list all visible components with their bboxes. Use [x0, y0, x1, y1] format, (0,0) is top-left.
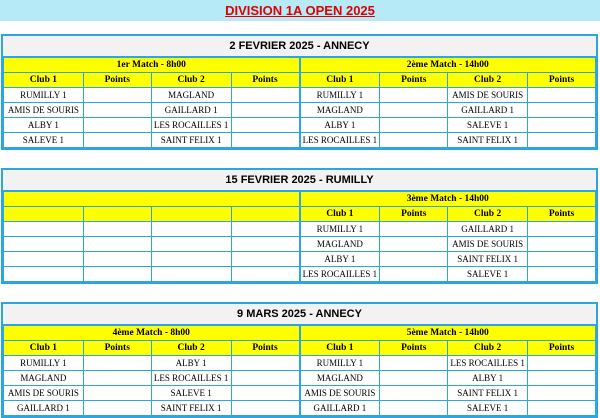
table-row [4, 118, 300, 133]
table-row [300, 88, 596, 103]
column-header: Club 1 [300, 73, 380, 88]
column-header: Club 2 [151, 341, 231, 356]
empty-cell [83, 252, 151, 267]
points2-cell[interactable] [528, 222, 596, 237]
empty-cell [4, 252, 84, 267]
points1-cell[interactable] [83, 133, 151, 148]
points1-cell[interactable] [83, 88, 151, 103]
match-table-4 [3, 325, 300, 416]
column-header [83, 207, 151, 222]
column-header [231, 207, 299, 222]
section-2-fevrier [1, 34, 598, 150]
club2-cell: LES ROCAILLES 1 [151, 371, 231, 386]
points1-cell[interactable] [83, 103, 151, 118]
club1-cell: ALBY 1 [4, 118, 84, 133]
column-header: Points [380, 73, 448, 88]
club2-cell: SALEVE 1 [448, 118, 528, 133]
column-header [4, 207, 84, 222]
points1-cell[interactable] [83, 401, 151, 416]
column-header: Club 1 [300, 207, 380, 222]
match-title: 2ème Match - 14h00 [300, 58, 596, 73]
empty-cell [4, 222, 84, 237]
table-row [4, 252, 300, 267]
club2-cell: AMIS DE SOURIS [448, 88, 528, 103]
column-header: Points [528, 341, 596, 356]
match-table-1 [3, 57, 300, 148]
club1-cell: AMIS DE SOURIS [300, 386, 380, 401]
club1-cell: MAGLAND [300, 103, 380, 118]
points2-cell[interactable] [528, 401, 596, 416]
empty-cell [231, 252, 299, 267]
points2-cell[interactable] [528, 103, 596, 118]
club1-cell: LES ROCAILLES 1 [300, 267, 380, 282]
club2-cell: SALEVE 1 [448, 401, 528, 416]
points1-cell[interactable] [380, 133, 448, 148]
table-row [300, 267, 596, 282]
match-title [4, 192, 300, 207]
club2-cell: SAINT FELIX 1 [151, 133, 231, 148]
points1-cell[interactable] [380, 252, 448, 267]
table-row [4, 356, 300, 371]
column-header: Points [83, 341, 151, 356]
points2-cell[interactable] [231, 118, 299, 133]
section-9-mars [1, 302, 598, 418]
table-row [300, 133, 596, 148]
points2-cell[interactable] [231, 371, 299, 386]
table-row [300, 386, 596, 401]
table-row [4, 401, 300, 416]
table-row [300, 118, 596, 133]
club1-cell: LES ROCAILLES 1 [300, 133, 380, 148]
empty-cell [151, 222, 231, 237]
page-title: DIVISION 1A OPEN 2025 [225, 3, 375, 18]
empty-cell [83, 237, 151, 252]
points1-cell[interactable] [380, 371, 448, 386]
column-header: Club 1 [4, 73, 84, 88]
table-row [4, 133, 300, 148]
match-title: 3ème Match - 14h00 [300, 192, 596, 207]
points2-cell[interactable] [528, 252, 596, 267]
club2-cell: SAINT FELIX 1 [448, 386, 528, 401]
points1-cell[interactable] [83, 386, 151, 401]
match-table-empty [3, 191, 300, 282]
club1-cell: RUMILLY 1 [300, 222, 380, 237]
club1-cell: RUMILLY 1 [4, 88, 84, 103]
empty-cell [151, 237, 231, 252]
club2-cell: ALBY 1 [448, 371, 528, 386]
club2-cell: SAINT FELIX 1 [448, 252, 528, 267]
column-header: Points [380, 341, 448, 356]
table-row [4, 237, 300, 252]
points2-cell[interactable] [231, 133, 299, 148]
club2-cell: MAGLAND [151, 88, 231, 103]
points2-cell[interactable] [231, 103, 299, 118]
match-table-3 [300, 191, 597, 282]
table-row [300, 371, 596, 386]
empty-cell [231, 267, 299, 282]
column-header: Points [380, 207, 448, 222]
points1-cell[interactable] [380, 267, 448, 282]
club2-cell: LES ROCAILLES 1 [151, 118, 231, 133]
section-15-fevrier [1, 168, 598, 284]
points1-cell[interactable] [83, 356, 151, 371]
points2-cell[interactable] [528, 237, 596, 252]
club2-cell: LES ROCAILLES 1 [448, 356, 528, 371]
club1-cell: RUMILLY 1 [300, 356, 380, 371]
column-header: Points [528, 73, 596, 88]
table-row [4, 371, 300, 386]
club1-cell: ALBY 1 [300, 252, 380, 267]
points2-cell[interactable] [528, 356, 596, 371]
club1-cell: RUMILLY 1 [300, 88, 380, 103]
table-row [300, 252, 596, 267]
club2-cell: SAINT FELIX 1 [151, 401, 231, 416]
table-row [300, 222, 596, 237]
club2-cell: ALBY 1 [151, 356, 231, 371]
points2-cell[interactable] [528, 118, 596, 133]
club1-cell: AMIS DE SOURIS [4, 386, 84, 401]
table-row [300, 103, 596, 118]
column-header [151, 207, 231, 222]
empty-cell [4, 267, 84, 282]
column-header: Club 2 [151, 73, 231, 88]
match-table-2 [300, 57, 597, 148]
empty-cell [151, 252, 231, 267]
club2-cell: GAILLARD 1 [151, 103, 231, 118]
points2-cell[interactable] [231, 386, 299, 401]
points1-cell[interactable] [83, 371, 151, 386]
section-header: 15 FEVRIER 2025 - RUMILLY [3, 170, 596, 191]
table-row [300, 401, 596, 416]
points1-cell[interactable] [380, 356, 448, 371]
club1-cell: MAGLAND [300, 237, 380, 252]
club2-cell: SAINT FELIX 1 [448, 133, 528, 148]
match-title: 5ème Match - 14h00 [300, 326, 596, 341]
club1-cell: AMIS DE SOURIS [4, 103, 84, 118]
points2-cell[interactable] [528, 133, 596, 148]
column-header: Points [231, 341, 299, 356]
table-row [4, 386, 300, 401]
club1-cell: GAILLARD 1 [300, 401, 380, 416]
empty-cell [231, 222, 299, 237]
table-row [300, 237, 596, 252]
club2-cell: AMIS DE SOURIS [448, 237, 528, 252]
points1-cell[interactable] [380, 386, 448, 401]
match-title: 1er Match - 8h00 [4, 58, 300, 73]
points1-cell[interactable] [83, 118, 151, 133]
club1-cell: MAGLAND [4, 371, 84, 386]
points1-cell[interactable] [380, 222, 448, 237]
column-header: Club 2 [448, 207, 528, 222]
points1-cell[interactable] [380, 103, 448, 118]
points2-cell[interactable] [231, 88, 299, 103]
table-row [4, 267, 300, 282]
club2-cell: SALEVE 1 [448, 267, 528, 282]
points2-cell[interactable] [528, 386, 596, 401]
column-header: Club 2 [448, 341, 528, 356]
column-header: Points [528, 207, 596, 222]
empty-cell [83, 222, 151, 237]
points2-cell[interactable] [528, 371, 596, 386]
section-header: 2 FEVRIER 2025 - ANNECY [3, 36, 596, 57]
section-header: 9 MARS 2025 - ANNECY [3, 304, 596, 325]
table-row [4, 103, 300, 118]
club2-cell: SALEVE 1 [151, 386, 231, 401]
column-header: Club 1 [4, 341, 84, 356]
club1-cell: MAGLAND [300, 371, 380, 386]
points2-cell[interactable] [231, 356, 299, 371]
club1-cell: ALBY 1 [300, 118, 380, 133]
points2-cell[interactable] [231, 401, 299, 416]
table-row [4, 222, 300, 237]
club1-cell: RUMILLY 1 [4, 356, 84, 371]
column-header: Club 1 [300, 341, 380, 356]
table-row [4, 88, 300, 103]
column-header: Club 2 [448, 73, 528, 88]
points1-cell[interactable] [380, 401, 448, 416]
empty-cell [231, 237, 299, 252]
points2-cell[interactable] [528, 267, 596, 282]
empty-cell [4, 237, 84, 252]
club2-cell: GAILLARD 1 [448, 103, 528, 118]
club1-cell: SALEVE 1 [4, 133, 84, 148]
title-bar [0, 0, 600, 21]
table-row [300, 356, 596, 371]
points1-cell[interactable] [380, 88, 448, 103]
club2-cell: GAILLARD 1 [448, 222, 528, 237]
empty-cell [83, 267, 151, 282]
points1-cell[interactable] [380, 118, 448, 133]
club1-cell: GAILLARD 1 [4, 401, 84, 416]
empty-cell [151, 267, 231, 282]
match-table-5 [300, 325, 597, 416]
points1-cell[interactable] [380, 237, 448, 252]
match-title: 4ème Match - 8h00 [4, 326, 300, 341]
points2-cell[interactable] [528, 88, 596, 103]
column-header: Points [83, 73, 151, 88]
column-header: Points [231, 73, 299, 88]
